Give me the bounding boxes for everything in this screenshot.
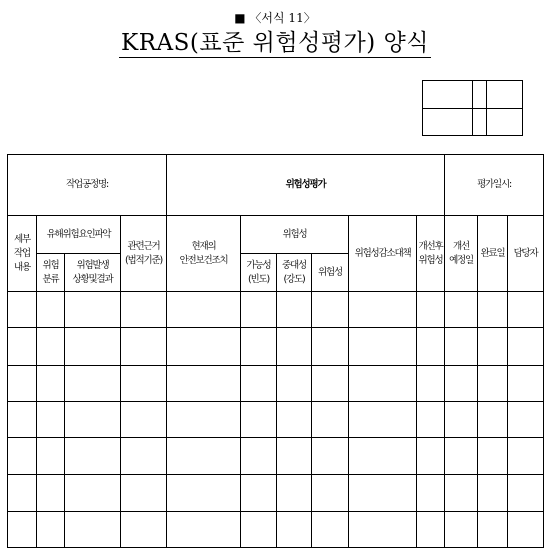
col-hazard-group: 유해위험요인파악 <box>37 216 121 254</box>
col-after-risk: 개선후 위험성 <box>417 216 445 292</box>
title-text: KRAS(표준 위험성평가) 양식 <box>121 30 429 56</box>
col-completed-date: 완료일 <box>478 216 508 292</box>
table-row <box>8 401 544 437</box>
main-title: 위험성평가 <box>167 155 445 216</box>
col-manager: 담당자 <box>508 216 544 292</box>
col-current-measures: 현재의 안전보건조치 <box>167 216 241 292</box>
table-row <box>8 365 544 401</box>
col-legal-basis: 관련근거 (법적기준) <box>121 216 167 292</box>
col-planned-date: 개선 예정일 <box>445 216 478 292</box>
table-row <box>8 328 544 365</box>
page-title <box>0 24 550 57</box>
eval-date-label: 평가일시: <box>445 155 544 216</box>
col-likelihood: 가능성 (빈도) <box>241 254 277 292</box>
table-row <box>8 511 544 547</box>
risk-assessment-table <box>7 154 544 548</box>
table-row <box>8 437 544 474</box>
col-risk-situation: 위험발생 상황및결과 <box>65 254 121 292</box>
col-risk-group: 위험성 <box>241 216 349 254</box>
col-risk-class: 위험 분류 <box>37 254 65 292</box>
approval-box <box>422 80 523 136</box>
workplace-label: 작업공정명: <box>8 155 167 216</box>
table-row <box>8 292 544 328</box>
form-number: ■ 〈서식 11〉 <box>234 11 316 25</box>
col-severity: 중대성 (강도) <box>277 254 312 292</box>
col-detail-header: 세부 작업 내용 <box>8 216 37 292</box>
col-reduction: 위험성감소대책 <box>349 216 417 292</box>
col-risk: 위험성 <box>312 254 349 292</box>
table-row <box>8 474 544 511</box>
